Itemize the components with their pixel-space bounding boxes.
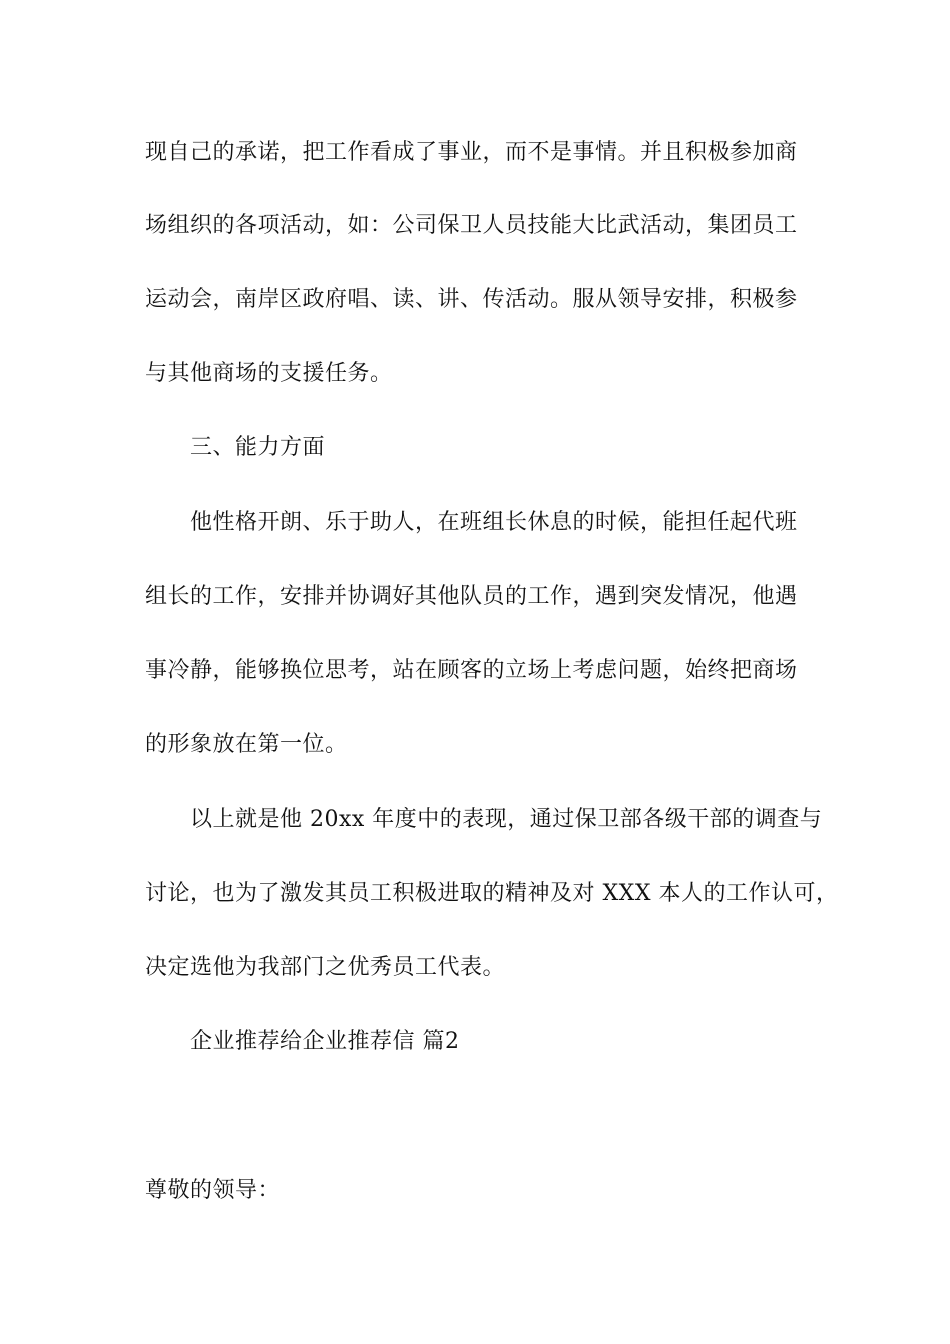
section-heading: 三、能力方面	[190, 435, 326, 460]
paragraph-line: 的形象放在第一位。	[145, 732, 348, 757]
paragraph-line: 运动会，南岸区政府唱、读、讲、传活动。服从领导安排，积极参	[145, 287, 798, 312]
salutation: 尊敬的领导：	[145, 1178, 281, 1203]
paragraph-line: 事冷静，能够换位思考，站在顾客的立场上考虑问题，始终把商场	[145, 658, 798, 683]
paragraph-line: 场组织的各项活动，如：公司保卫人员技能大比武活动，集团员工	[145, 213, 798, 238]
paragraph-line: 以上就是他 20xx 年度中的表现，通过保卫部各级干部的调查与	[190, 807, 823, 832]
article-title: 企业推荐给企业推荐信 篇2	[190, 1029, 460, 1054]
paragraph-line: 决定选他为我部门之优秀员工代表。	[145, 955, 506, 980]
paragraph-line: 讨论，也为了激发其员工积极进取的精神及对 XXX 本人的工作认可，	[145, 881, 839, 906]
paragraph-line: 他性格开朗、乐于助人，在班组长休息的时候，能担任起代班	[190, 510, 798, 535]
paragraph-line: 组长的工作，安排并协调好其他队员的工作，遇到突发情况，他遇	[145, 584, 798, 609]
paragraph-line: 现自己的承诺，把工作看成了事业，而不是事情。并且积极参加商	[145, 140, 798, 165]
paragraph-line: 与其他商场的支援任务。	[145, 361, 393, 386]
